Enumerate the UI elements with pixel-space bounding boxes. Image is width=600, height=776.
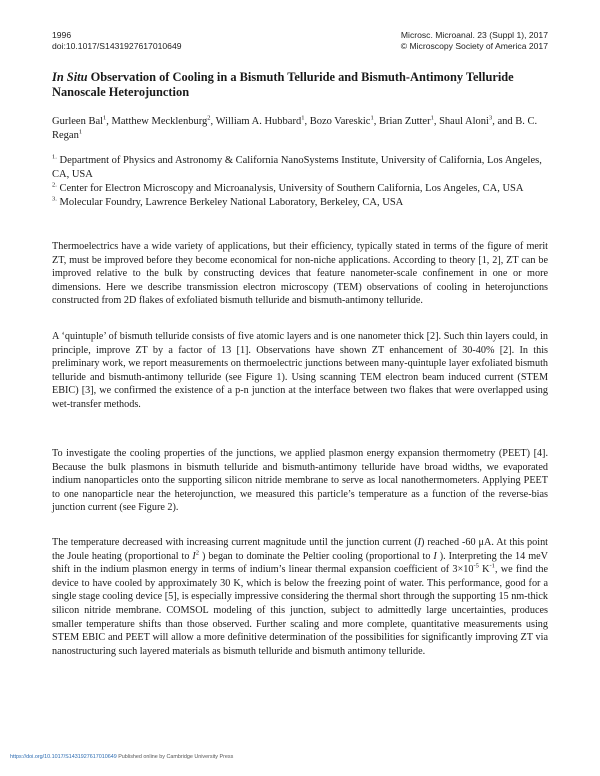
title-rest: Observation of Cooling in a Bismuth Telluride and Bismuth-Antimony Telluride Nanoscale Heterojunction (52, 70, 514, 99)
affiliation: $^{3.}$ Molecular Foundry, Lawrence Berkeley National Laboratory, Berkeley, CA, USA (52, 195, 404, 208)
author: Gurleen Bal$^1$ (52, 114, 107, 127)
doi: doi:10.1017/S1431927617010649 (52, 41, 182, 51)
paragraph-4: The temperature decreased with increasing current magnitude until the junction current (I) reached -60 μA. At this point the Joule heating (proportional to $I^2$ ) began to dominate the Peltier cooling (proportional to I ). Interpreting the 14 meV shift in the indium plasmon energy in terms of indium’s linear thermal expansion coefficient of $3\times 10^{-5}$ $K^{-1}$, we find the device to have cooled by approximately 30 K, which is below the freezing point of water. This performance, good for a single stage cooling device [5], is especially impressive considering the thermal short through the supporting 15 nm-thick silicon nitride membrane. COMSOL modeling of this junction, subject to admittedly large uncertainties, produces smaller temperature shifts than those observed. Further scaling and more complete, quantitative measurements using STEM EBIC and PEET will allow a more definitive determination of the possibilities for significantly improving ZT via nanostructuring such layered materials as bismuth telluride and bismuth antimony telluride. (52, 537, 548, 657)
paragraph-1: Thermoelectrics have a wide variety of applications, but their efficiency, typically stated in terms of the figure of merit ZT, must be improved before they become economical for non-niche applications. According to theory [1, 2], ZT can be improved relative to the bulk by constructing devices that feature nanometer-scale confinement in one or more dimensions. Here we describe transmission electron microscopy (TEM) observations of cooling in heterojunctions constructed from 2D flakes of exfoliated bismuth telluride and bismuth-antimony telluride. (52, 241, 548, 307)
copyright: © Microscopy Society of America 2017 (400, 41, 548, 51)
author: B. C. Regan$^1$ (52, 116, 538, 141)
affiliations (52, 154, 552, 210)
affiliation: $^{2.}$ Center for Electron Microscopy and Microanalysis, University of Southern California, Los Angeles, CA, USA (52, 181, 524, 194)
author: Bozo Vareskic$^1$ (309, 114, 374, 127)
paragraph-3: To investigate the cooling properties of the junctions, we applied plasmon energy expansion thermometry (PEET) [4]. Because the bulk plasmons in bismuth telluride and bismuth-antimony telluride have broad widths, we evaporated indium nanoparticles onto the supporting silicon nitride membrane to serve as local nanothermometers. Applying PEET to one nanoparticle near the heterojunction, we measured this particle’s temperature as a function of the reverse-bias junction current (see Figure 2). (52, 448, 548, 514)
paper-title (52, 70, 552, 100)
affiliation: $^{1.}$ Department of Physics and Astronomy & California NanoSystems Institute, University of California, Los Angeles, CA, USA (52, 153, 542, 180)
journal-citation: Microsc. Microanal. 23 (Suppl 1), 2017 (400, 30, 548, 40)
page-header-left (52, 30, 182, 52)
paragraph-2: A ‘quintuple’ of bismuth telluride consists of five atomic layers and is one nanometer thick [2]. Such thin layers could, in principle, improve ZT by a factor of 13 [1]. Observations have shown ZT enhancement of 30-40% [2]. In this preliminary work, we report measurements on thermoelectric junctions between many-quintuple layer exfoliated bismuth telluride and bismuth-antimony telluride (see Figure 1). Using scanning TEM electron beam induced current (STEM EBIC) [3], we confirmed the existence of a p-n junction at the interface between two flakes that were overlapped using wet-transfer methods. (52, 331, 548, 410)
doi-link[interactable]: https://doi.org/10.1017/S1431927617010649 (10, 754, 117, 760)
author: Matthew Mecklenburg$^2$ (111, 114, 211, 127)
author: Shaul Aloni$^3$ (439, 114, 493, 127)
title-italic: In Situ (52, 70, 88, 84)
author: William A. Hubbard$^1$ (215, 114, 305, 127)
page-number: 1996 (52, 30, 72, 40)
page-footer (10, 754, 233, 760)
page-header-right (401, 30, 548, 52)
footer-text: Published online by Cambridge University Press (116, 754, 234, 760)
author-list: Gurleen Bal$^1$, Matthew Mecklenburg$^2$, William A. Hubbard$^1$, Bozo Vareskic$^1$, Brian Zutter$^1$, Shaul Aloni$^3$, and B. C. Regan$^1$ (52, 114, 538, 141)
author: Brian Zutter$^1$ (378, 114, 434, 127)
